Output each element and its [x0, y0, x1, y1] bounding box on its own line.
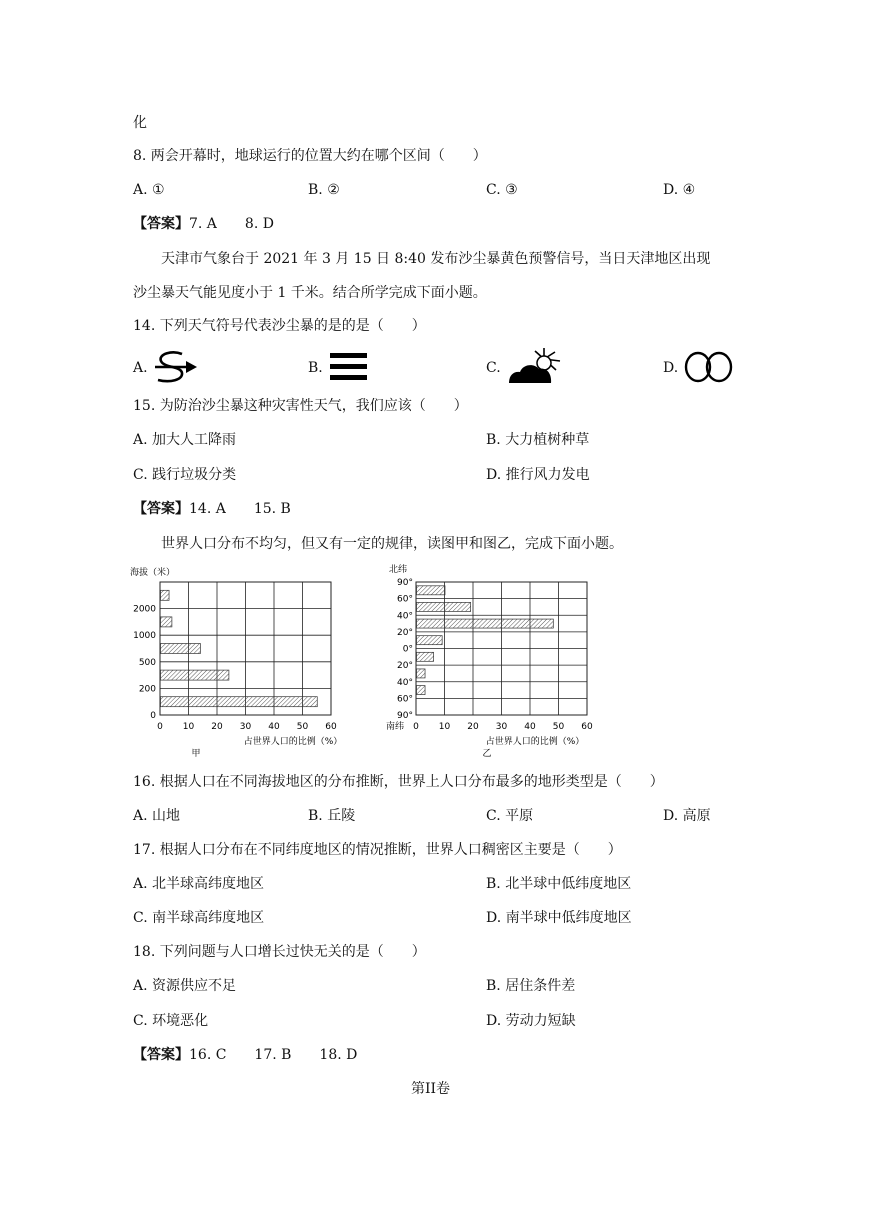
x-axis-title: 占世界人口的比例（%）	[243, 737, 343, 747]
question-8-stem: 8. 两会开幕时，地球运行的位置大约在哪个区间（ ）	[133, 148, 487, 164]
x-tick-label: 0	[157, 722, 163, 732]
y-tick-label: 90°	[397, 711, 413, 721]
passage-1-line-2: 沙尘暴天气能见度小于 1 千米。结合所学完成下面小题。	[133, 285, 487, 301]
answer-label: 【答案】	[133, 216, 189, 232]
y-tick-label: 1000	[133, 631, 156, 642]
answer-block-1	[133, 215, 274, 233]
y-tick-label: 200	[138, 684, 156, 695]
data-bar	[417, 686, 426, 695]
q14-option-d-letter: D.	[663, 360, 679, 376]
answer-block-2	[133, 500, 291, 518]
x-tick-label: 0	[413, 722, 419, 732]
x-tick-label: 40	[524, 722, 536, 732]
q18-option-a: A. 资源供应不足	[133, 978, 237, 994]
x-tick-label: 30	[495, 722, 508, 732]
answer-label: 【答案】	[133, 1047, 189, 1063]
q8-option-d: D. ④	[663, 182, 696, 198]
y-tick-label: 500	[138, 657, 156, 668]
y-axis-title: 北纬	[389, 565, 408, 575]
y-tick-label: 20°	[397, 627, 413, 638]
q15-option-c: C. 践行垃圾分类	[133, 467, 237, 483]
data-bar	[417, 619, 554, 628]
sandstorm-symbol-icon	[152, 349, 200, 385]
question-14-stem: 14. 下列天气符号代表沙尘暴的是的是（ ）	[133, 318, 426, 334]
answer-label: 【答案】	[133, 501, 189, 517]
q15-option-b: B. 大力植树种草	[486, 432, 590, 448]
x-tick-label: 60	[325, 722, 337, 732]
x-tick-label: 40	[268, 722, 280, 732]
partly-cloudy-symbol-icon	[506, 346, 564, 386]
y-tick-label: 90°	[397, 578, 413, 588]
data-bar	[161, 644, 201, 654]
q18-option-c: C. 环境恶化	[133, 1013, 209, 1029]
q17-option-c: C. 南半球高纬度地区	[133, 910, 265, 926]
data-bar	[417, 636, 443, 645]
chart-population-by-latitude	[383, 562, 608, 762]
x-tick-label: 20	[211, 722, 223, 732]
chart-caption: 乙	[482, 749, 492, 759]
answer-text: 16. C 17. B 18. D	[189, 1047, 358, 1063]
x-tick-label: 50	[296, 722, 309, 732]
data-bar	[417, 669, 426, 678]
y-axis-title-south: 南纬	[386, 722, 405, 732]
q17-option-a: A. 北半球高纬度地区	[133, 876, 265, 892]
continued-text: 化	[133, 115, 147, 131]
q8-option-a: A. ①	[133, 182, 165, 198]
x-axis-title: 占世界人口的比例（%）	[485, 737, 585, 747]
q15-option-d: D. 推行风力发电	[486, 467, 590, 483]
q16-option-b: B. 丘陵	[308, 808, 356, 824]
q14-option-a-letter: A.	[133, 360, 148, 376]
data-bar	[161, 670, 229, 680]
q18-option-b: B. 居住条件差	[486, 978, 576, 994]
x-tick-label: 60	[581, 722, 593, 732]
y-tick-label: 60°	[397, 694, 413, 705]
q16-option-c: C. 平原	[486, 808, 534, 824]
y-tick-label: 0	[150, 711, 156, 721]
y-tick-label: 0°	[402, 644, 413, 655]
chart-caption: 甲	[191, 749, 201, 759]
q15-option-a: A. 加大人工降雨	[133, 432, 237, 448]
answer-block-3	[133, 1046, 357, 1064]
y-tick-label: 40°	[397, 611, 413, 622]
passage-1-line-1: 天津市气象台于 2021 年 3 月 15 日 8:40 发布沙尘暴黄色预警信号，当日天津地区出现	[161, 251, 711, 267]
passage-2: 世界人口分布不均匀，但又有一定的规律，读图甲和图乙，完成下面小题。	[161, 536, 623, 552]
x-tick-label: 50	[552, 722, 565, 732]
y-tick-label: 60°	[397, 594, 413, 605]
q14-option-c-letter: C.	[486, 360, 501, 376]
answer-text: 14. A 15. B	[189, 501, 291, 517]
q17-option-b: B. 北半球中低纬度地区	[486, 876, 632, 892]
section-title: 第II卷	[411, 1081, 451, 1097]
q14-option-b-letter: B.	[308, 360, 323, 376]
x-tick-label: 30	[239, 722, 252, 732]
q16-option-a: A. 山地	[133, 808, 181, 824]
fog-symbol-icon	[330, 351, 368, 383]
y-axis-title: 海拔（米）	[130, 568, 176, 578]
q17-option-d: D. 南半球中低纬度地区	[486, 910, 632, 926]
question-16-stem: 16. 根据人口在不同海拔地区的分布推断，世界上人口分布最多的地形类型是（ ）	[133, 774, 664, 790]
x-tick-label: 10	[182, 722, 195, 732]
q8-option-b: B. ②	[308, 182, 340, 198]
haze-symbol-icon	[684, 350, 734, 384]
q16-option-d: D. 高原	[663, 808, 711, 824]
question-17-stem: 17. 根据人口分布在不同纬度地区的情况推断，世界人口稠密区主要是（ ）	[133, 842, 622, 858]
y-tick-label: 2000	[133, 604, 156, 615]
x-tick-label: 20	[467, 722, 479, 732]
data-bar	[417, 586, 446, 595]
data-bar	[161, 697, 318, 707]
data-bar	[161, 590, 170, 600]
y-tick-label: 20°	[397, 661, 413, 672]
data-bar	[161, 617, 172, 627]
chart-population-by-altitude	[128, 562, 353, 762]
data-bar	[417, 652, 434, 661]
question-18-stem: 18. 下列问题与人口增长过快无关的是（ ）	[133, 944, 426, 960]
data-bar	[417, 602, 471, 611]
answer-text: 7. A 8. D	[189, 216, 274, 232]
question-15-stem: 15. 为防治沙尘暴这种灾害性天气，我们应该（ ）	[133, 398, 468, 414]
x-tick-label: 10	[438, 722, 451, 732]
q8-option-c: C. ③	[486, 182, 518, 198]
y-tick-label: 40°	[397, 677, 413, 688]
q18-option-d: D. 劳动力短缺	[486, 1013, 576, 1029]
